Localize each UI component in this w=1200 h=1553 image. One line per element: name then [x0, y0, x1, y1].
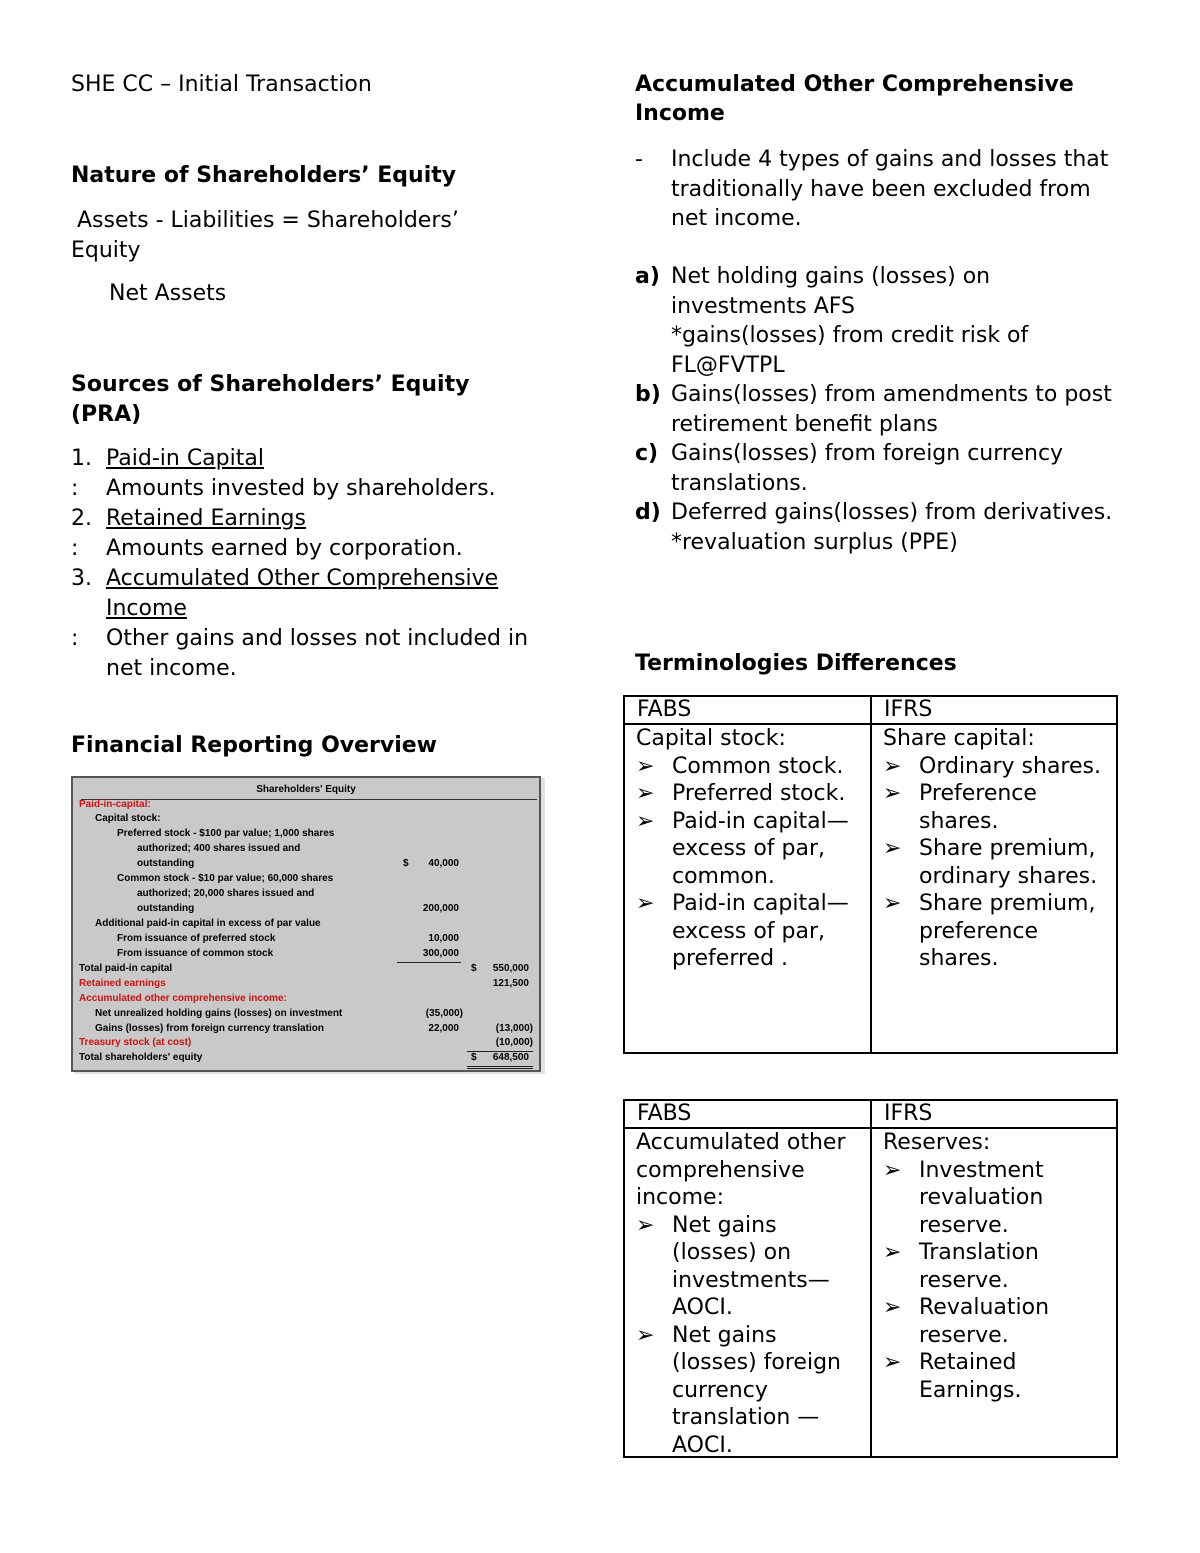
item-text: Deferred gains(losses) from derivatives.	[671, 500, 1113, 525]
fabs-cell	[636, 725, 864, 973]
terminology-table-2	[623, 1099, 1118, 1458]
nature-heading: Nature of Shareholders’ Equity	[71, 163, 457, 188]
list-item: ➢ Ordinary shares.	[883, 753, 1101, 779]
fabs-header: FABS	[637, 697, 692, 722]
item-letter: a)	[635, 264, 660, 289]
desc-marker: :	[71, 536, 79, 561]
arrow-bullet-icon: ➢	[883, 1157, 902, 1183]
aoci-intro-text: Include 4 types of gains and losses that traditionally have been excluded from net income.	[671, 147, 1109, 231]
list-item	[71, 564, 571, 624]
arrow-bullet-icon: ➢	[636, 808, 655, 834]
retained-label: Retained earnings	[79, 978, 166, 989]
unrealized-amount: (35,000)	[425, 1008, 463, 1019]
double-rule-1	[467, 1066, 533, 1067]
source-description: Amounts invested by shareholders.	[106, 476, 496, 501]
ifrs-title: Share capital:	[883, 726, 1035, 751]
pref-amount: 40,000	[428, 858, 459, 869]
total-paid-in-dollar: $	[471, 963, 477, 974]
arrow-bullet-icon: ➢	[636, 891, 655, 916]
source-label: Paid-in Capital	[106, 446, 264, 471]
sources-list	[71, 444, 571, 684]
arrow-bullet-icon: ➢	[883, 836, 902, 861]
arrow-bullet-icon: ➢	[636, 781, 655, 806]
list-item: ➢ Share premium, ordinary shares.	[883, 836, 1098, 889]
from-pref-label: From issuance of preferred stock	[117, 933, 276, 944]
fx-label: Gains (losses) from foreign currency translation	[95, 1023, 324, 1034]
item-number: 1.	[71, 446, 92, 471]
arrow-bullet-icon: ➢	[883, 1350, 902, 1375]
net-assets-label: Net Assets	[109, 281, 227, 306]
pref-line-2: authorized; 400 shares issued and	[137, 843, 301, 854]
source-description: Amounts earned by corporation.	[106, 536, 463, 561]
shareholders-equity-figure	[71, 776, 541, 1072]
list-item	[635, 262, 1125, 380]
list-item: ➢ Share premium, preference shares.	[883, 891, 1096, 971]
ifrs-header: IFRS	[884, 1101, 933, 1126]
subtotal-rule	[397, 962, 461, 963]
source-label: Retained Earnings	[106, 506, 306, 531]
list-item: ➢ Paid-in capital—excess of par, preferred .	[636, 891, 849, 971]
list-item	[71, 504, 571, 534]
desc-marker: :	[71, 626, 79, 651]
terminology-heading: Terminologies Differences	[635, 651, 957, 676]
arrow-bullet-icon: ➢	[636, 1322, 655, 1348]
total-she-amount: 648,500	[492, 1052, 529, 1063]
aoci-items	[635, 262, 1125, 557]
table-header	[625, 697, 1116, 725]
fabs-header: FABS	[637, 1101, 692, 1126]
arrow-bullet-icon: ➢	[883, 781, 902, 806]
paid-in-heading: Paid-in-capital:	[79, 799, 151, 810]
item-letter: c)	[635, 441, 659, 466]
total-she-dollar: $	[471, 1052, 477, 1063]
overview-heading: Financial Reporting Overview	[71, 733, 438, 758]
list-item: ➢ Paid-in capital—excess of par, common.	[636, 808, 849, 889]
pref-dollar: $	[403, 858, 409, 869]
list-item: ➢ Preferred stock.	[636, 781, 846, 806]
list-item	[635, 380, 1125, 439]
list-item	[635, 498, 1125, 557]
dash-marker: -	[635, 147, 643, 172]
list-item: ➢ Revaluation reserve.	[883, 1295, 1050, 1348]
total-paid-in-label: Total paid-in capital	[79, 963, 173, 974]
item-text: Gains(losses) from foreign currency translations.	[671, 441, 1064, 496]
list-item: ➢ Net gains (losses) on investments—AOCI.	[636, 1212, 830, 1320]
ifrs-cell	[883, 725, 1113, 973]
sources-heading: Sources of Shareholders’ Equity (PRA)	[71, 372, 470, 427]
sheet-title: Shareholders' Equity	[256, 784, 356, 795]
column-divider	[870, 1101, 872, 1456]
arrow-bullet-icon: ➢	[883, 891, 902, 916]
fabs-title: Accumulated other comprehensive income:	[636, 1130, 846, 1210]
column-divider	[870, 697, 872, 1052]
desc-marker: :	[71, 476, 79, 501]
pref-line-3: outstanding	[137, 858, 195, 869]
ifrs-header: IFRS	[884, 697, 933, 722]
item-letter: d)	[635, 500, 661, 525]
fx-amount: 22,000	[428, 1023, 459, 1034]
arrow-bullet-icon: ➢	[636, 1212, 655, 1238]
item-note: *gains(losses) from credit risk of FL@FVTPL	[671, 323, 1029, 378]
fabs-cell	[636, 1129, 864, 1459]
pref-line-1: Preferred stock - $100 par value; 1,000 shares	[117, 828, 335, 839]
aoci-label: Accumulated other comprehensive income:	[79, 993, 287, 1004]
item-letter: b)	[635, 382, 661, 407]
aoci-total-amount: (13,000)	[495, 1023, 533, 1034]
list-item: ➢ Common stock.	[636, 753, 844, 779]
double-rule-2	[467, 1068, 533, 1069]
total-paid-in-amount: 550,000	[492, 963, 529, 974]
list-item	[71, 474, 571, 504]
fabs-title: Capital stock:	[636, 726, 786, 751]
arrow-bullet-icon: ➢	[883, 1240, 902, 1265]
document-title: SHE CC – Initial Transaction	[71, 72, 372, 97]
terminology-table-1	[623, 695, 1118, 1054]
arrow-bullet-icon: ➢	[883, 753, 902, 779]
source-description: Other gains and losses not included in net income.	[106, 626, 529, 681]
ifrs-title: Reserves:	[883, 1130, 991, 1155]
list-item	[635, 439, 1125, 498]
treasury-amount: (10,000)	[495, 1037, 533, 1048]
common-line-1: Common stock - $10 par value; 60,000 shares	[117, 873, 334, 884]
aoci-intro	[635, 145, 1125, 234]
common-line-3: outstanding	[137, 903, 195, 914]
list-item: ➢ Translation reserve.	[883, 1240, 1039, 1293]
list-item: ➢ Investment revaluation reserve.	[883, 1157, 1044, 1238]
table-header	[625, 1101, 1116, 1129]
arrow-bullet-icon: ➢	[883, 1295, 902, 1320]
item-text: Net holding gains (losses) on investments AFS	[671, 264, 991, 319]
common-line-2: authorized; 20,000 shares issued and	[137, 888, 315, 899]
item-note: *revaluation surplus (PPE)	[671, 529, 958, 555]
unrealized-label: Net unrealized holding gains (losses) on investment	[95, 1008, 343, 1019]
list-item	[71, 534, 571, 564]
list-item	[71, 624, 571, 684]
source-label: Accumulated Other Comprehensive Income	[106, 566, 499, 621]
item-text: Gains(losses) from amendments to post retirement benefit plans	[671, 382, 1112, 437]
list-item: ➢ Retained Earnings.	[883, 1350, 1022, 1403]
aoci-heading: Accumulated Other Comprehensive Income	[635, 72, 1074, 126]
list-item: ➢ Net gains (losses) foreign currency translation —AOCI.	[636, 1322, 841, 1458]
list-item	[71, 444, 571, 474]
ifrs-cell	[883, 1129, 1113, 1404]
capital-stock-label: Capital stock:	[95, 813, 161, 824]
equity-equation: Assets - Liabilities = Shareholders’ Equity	[71, 208, 459, 263]
treasury-label: Treasury stock (at cost)	[79, 1037, 192, 1048]
arrow-bullet-icon: ➢	[636, 753, 655, 779]
total-she-label: Total shareholders' equity	[79, 1052, 203, 1063]
common-amount: 200,000	[422, 903, 459, 914]
from-pref-amount: 10,000	[428, 933, 459, 944]
list-item: ➢ Preference shares.	[883, 781, 1037, 834]
apic-label: Additional paid-in capital in excess of par value	[95, 918, 321, 929]
from-common-label: From issuance of common stock	[117, 948, 274, 959]
item-number: 2.	[71, 506, 92, 531]
item-number: 3.	[71, 566, 92, 591]
retained-amount: 121,500	[492, 978, 529, 989]
from-common-amount: 300,000	[422, 948, 459, 959]
